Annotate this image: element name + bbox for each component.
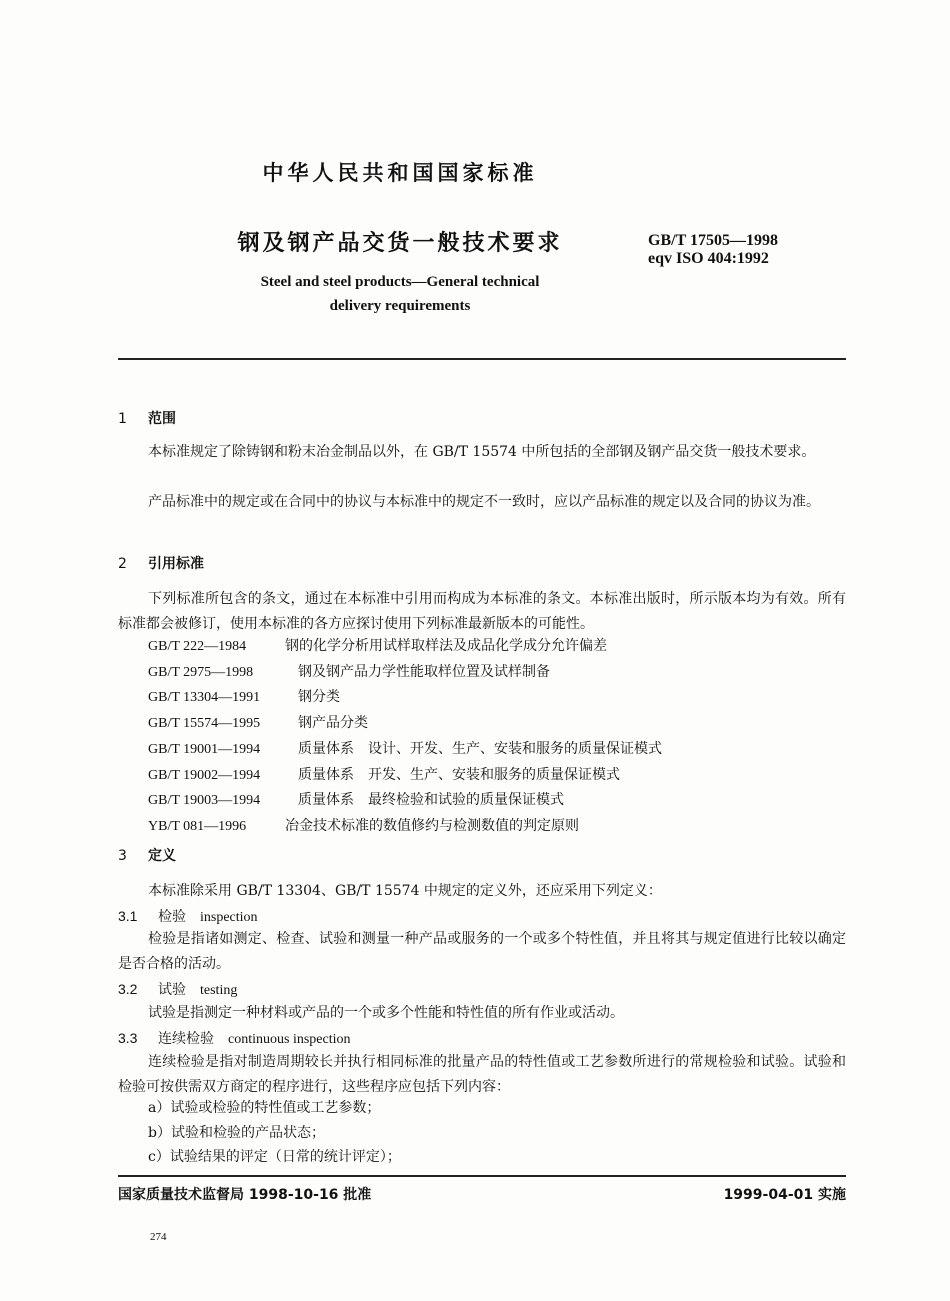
ref-title: 冶金技术标准的数值修约与检测数值的判定原则 — [285, 817, 579, 834]
section-title: 定义 — [148, 848, 176, 864]
inspection-items-list — [148, 1096, 401, 1170]
ref-title: 钢分类 — [298, 689, 340, 706]
footer-divider — [118, 1175, 846, 1177]
term-3-2-definition: 试验是指测定一种材料或产品的一个或多个性能和特性值的所有作业或活动。 — [148, 1005, 624, 1021]
ref-title: 质量体系 设计、开发、生产、安装和服务的质量保证模式 — [298, 740, 662, 757]
ref-title: 质量体系 开发、生产、安装和服务的质量保证模式 — [298, 766, 620, 783]
section-number: 2 — [118, 556, 127, 572]
list-item: a）试验或检验的特性值或工艺参数； — [148, 1100, 381, 1116]
term-cn: 试验 — [158, 982, 186, 998]
document-title-cn: 钢及钢产品交货一般技术要求 — [237, 231, 563, 256]
title-en-line1: Steel and steel products—General technical — [260, 274, 540, 290]
ref-code: GB/T 222—1984 — [148, 639, 247, 654]
list-item — [148, 685, 662, 711]
term-number: 3.1 — [118, 908, 138, 924]
list-item — [148, 634, 662, 660]
section-2-paragraph-1: 下列标准所包含的条文，通过在本标准中引用而构成为本标准的条文。本标准出版时，所示版本均为有效。所有标准都会被修订，使用本标准的各方应探讨使用下列标准最新版本的可能性。 — [118, 591, 846, 632]
term-3-3-heading — [118, 1028, 351, 1048]
list-item: c）试验结果的评定（日常的统计评定）； — [148, 1149, 401, 1165]
national-standard-heading: 中华人民共和国国家标准 — [262, 161, 538, 185]
ref-code: YB/T 081—1996 — [148, 818, 247, 834]
term-en: inspection — [200, 910, 258, 925]
ref-code: GB/T 19002—1994 — [148, 767, 261, 783]
referenced-standards-list — [148, 634, 662, 840]
term-3-1-definition: 检验是指诸如测定、检查、试验和测量一种产品或服务的一个或多个特性值，并且将其与规定值进行比较以确定是否合格的活动。 — [118, 931, 846, 972]
ref-code: GB/T 2975—1998 — [148, 664, 254, 680]
list-item — [148, 737, 662, 763]
term-en: testing — [200, 983, 238, 998]
ref-title: 质量体系 最终检验和试验的质量保证模式 — [298, 792, 564, 809]
section-1-paragraph-1: 本标准规定了除铸钢和粉末冶金制品以外，在 GB/T 15574 中所包括的全部钢及钢产品交货一般技术要求。 — [148, 444, 816, 460]
section-1-paragraph-2: 产品标准中的规定或在合同中的协议与本标准中的规定不一致时，应以产品标准的规定以及合同的协议为准。 — [148, 494, 820, 510]
ref-code: GB/T 19003—1994 — [148, 793, 261, 809]
term-3-3-definition: 连续检验是指对制造周期较长并执行相同标准的批量产品的特性值或工艺参数所进行的常规检验和试验。试验和检验可按供需双方商定的程序进行，这些程序应包括下列内容： — [118, 1054, 846, 1095]
page-number: 274 — [150, 1231, 167, 1243]
list-item — [148, 660, 662, 686]
section-title: 引用标准 — [148, 556, 204, 572]
section-1-heading — [118, 408, 176, 428]
section-2-heading — [118, 553, 204, 573]
list-item — [148, 814, 662, 840]
section-title: 范围 — [148, 411, 176, 427]
title-en-line2: delivery requirements — [329, 298, 471, 314]
term-number: 3.3 — [118, 1030, 138, 1046]
term-3-2-heading — [118, 979, 237, 999]
list-item: b）试验和检验的产品状态； — [148, 1124, 325, 1141]
term-cn: 检验 — [158, 909, 186, 925]
ref-code: GB/T 19001—1994 — [148, 741, 261, 757]
section-3-heading — [118, 845, 176, 865]
section-number: 3 — [118, 848, 127, 864]
document-title-en — [0, 270, 800, 318]
ref-code: GB/T 15574—1995 — [148, 716, 261, 732]
section-3-paragraph-1: 本标准除采用 GB/T 13304、GB/T 15574 中规定的定义外，还应采用下列定义： — [148, 883, 662, 899]
ref-code: GB/T 13304—1991 — [148, 690, 261, 706]
list-item — [148, 788, 662, 814]
standard-code: GB/T 17505—1998 — [648, 232, 778, 249]
header-divider — [118, 358, 846, 360]
term-number: 3.2 — [118, 981, 138, 997]
effective-date: 1999-04-01 实施 — [723, 1187, 846, 1203]
list-item — [148, 763, 662, 789]
list-item — [148, 711, 662, 737]
term-cn: 连续检验 — [158, 1031, 214, 1047]
ref-title: 钢及钢产品力学性能取样位置及试样制备 — [298, 663, 550, 680]
standard-number-block — [648, 232, 778, 268]
term-3-1-heading — [118, 906, 258, 926]
ref-title: 钢的化学分析用试样取样法及成品化学成分允许偏差 — [285, 638, 607, 654]
standard-equivalence: eqv ISO 404:1992 — [648, 250, 769, 267]
approval-info: 国家质量技术监督局 1998-10-16 批准 — [118, 1187, 372, 1203]
term-en: continuous inspection — [228, 1032, 351, 1047]
ref-title: 钢产品分类 — [298, 715, 368, 732]
section-number: 1 — [118, 411, 127, 427]
